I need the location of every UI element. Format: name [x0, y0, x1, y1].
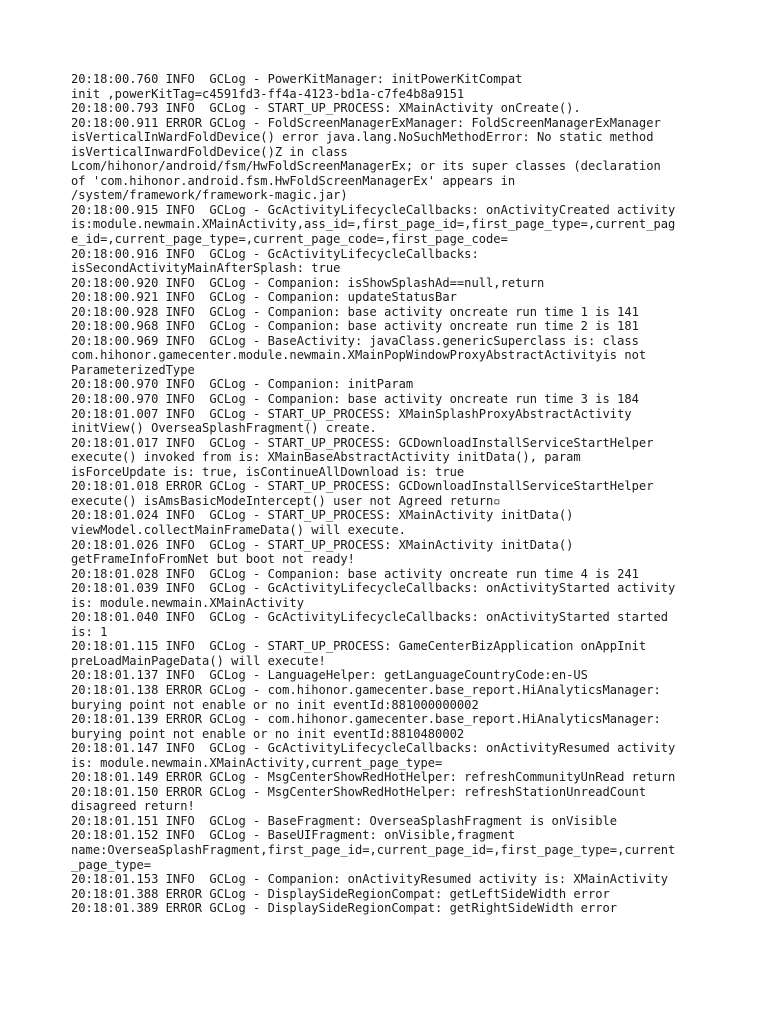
log-entry: 20:18:01.007 INFO GCLog - START_UP_PROCESS: XMainSplashProxyAbstractActivity initView() OverseaSplashFragment() create. — [71, 406, 632, 436]
log-entry: 20:18:01.149 ERROR GCLog - MsgCenterShowRedHotHelper: refreshCommunityUnRead return — [71, 770, 676, 785]
log-entry: 20:18:01.137 INFO GCLog - LanguageHelper: getLanguageCountryCode:en-US — [71, 668, 588, 683]
log-entry: 20:18:01.039 INFO GCLog - GcActivityLifecycleCallbacks: onActivityStarted activity is: module.newmain.XMainActivity — [71, 581, 676, 610]
log-entry: 20:18:00.968 INFO GCLog - Companion: base activity oncreate run time 2 is 181 — [71, 319, 639, 334]
log-entry: 20:18:01.147 INFO GCLog - GcActivityLifecycleCallbacks: onActivityResumed activity is: module.newmain.XMainActivity,current_page_type= — [71, 741, 676, 770]
log-entry: 20:18:01.024 INFO GCLog - START_UP_PROCESS: XMainActivity initData() viewModel.collectMainFrameData() will execute. — [71, 508, 574, 537]
log-entry: 20:18:00.969 INFO GCLog - BaseActivity: javaClass.genericSuperclass is: class com.hihonor.gamecenter.module.newmain.XMainPopWindowProxyAbstractActivityis not ParameterizedType — [71, 333, 647, 377]
log-entry: 20:18:00.928 INFO GCLog - Companion: base activity oncreate run time 1 is 141 — [71, 304, 639, 319]
log-entry: 20:18:01.115 INFO GCLog - START_UP_PROCESS: GameCenterBizApplication onAppInit preLoadMainPageData() will execute! — [71, 639, 647, 668]
log-entry: 20:18:00.970 INFO GCLog - Companion: base activity oncreate run time 3 is 184 — [71, 392, 639, 407]
log-document — [71, 72, 701, 916]
log-entry: 20:18:01.389 ERROR GCLog - DisplaySideRegionCompat: getRightSideWidth error — [71, 901, 618, 916]
log-entry: 20:18:01.017 INFO GCLog - START_UP_PROCESS: GCDownloadInstallServiceStartHelper execute() invoked from is: XMainBaseAbstractActivity initData(), param isForceUpdate is: true, isContinueAllDownload is: true — [71, 435, 654, 479]
log-entry: 20:18:00.915 INFO GCLog - GcActivityLifecycleCallbacks: onActivityCreated activity is:module.newmain.XMainActivity,ass_id=,first_page_id=,first_page_type=,current_pag e_id=,current_page_type=,current_page_code=,first_page_code= — [71, 202, 676, 247]
log-entry: 20:18:01.018 ERROR GCLog - START_UP_PROCESS: GCDownloadInstallServiceStartHelper execute() isAmsBasicModeIntercept() user not Agreed return▫ — [71, 479, 654, 508]
log-entry: 20:18:01.152 INFO GCLog - BaseUIFragment: onVisible,fragment name:OverseaSplashFragment,first_page_id=,current_page_id=,first_page_type=,current _page_type= — [71, 828, 676, 872]
log-entry: 20:18:00.793 INFO GCLog - START_UP_PROCESS: XMainActivity onCreate(). — [71, 101, 581, 116]
log-entry: 20:18:01.138 ERROR GCLog - com.hihonor.gamecenter.base_report.HiAnalyticsManager: burying point not enable or no init eventId:881000000002 — [71, 682, 661, 712]
log-entry: 20:18:01.026 INFO GCLog - START_UP_PROCESS: XMainActivity initData() getFrameInfoFromNet but boot not ready! — [71, 537, 574, 567]
log-entry: 20:18:01.150 ERROR GCLog - MsgCenterShowRedHotHelper: refreshStationUnreadCount disagreed return! — [71, 784, 647, 814]
log-entry: 20:18:01.139 ERROR GCLog - com.hihonor.gamecenter.base_report.HiAnalyticsManager: burying point not enable or no init eventId:8810480002 — [71, 712, 661, 741]
log-entry: 20:18:01.151 INFO GCLog - BaseFragment: OverseaSplashFragment is onVisible — [71, 813, 618, 828]
log-entry: 20:18:01.040 INFO GCLog - GcActivityLifecycleCallbacks: onActivityStarted started is: 1 — [71, 610, 669, 639]
log-entry: 20:18:01.153 INFO GCLog - Companion: onActivityResumed activity is: XMainActivity — [71, 872, 669, 887]
log-entry: 20:18:00.921 INFO GCLog - Companion: updateStatusBar — [71, 290, 457, 305]
log-entry: 20:18:00.920 INFO GCLog - Companion: isShowSplashAd==null,return — [71, 275, 545, 290]
log-entry: 20:18:00.911 ERROR GCLog - FoldScreenManagerExManager: FoldScreenManagerExManager isVerticalInWardFoldDevice() error java.lang.NoSuchMethodError: No static method isVerticalInwardFoldDevice()Z in class Lcom/hihonor/android/fsm/HwFoldScreenManagerEx; or its super classes (declaration of 'com.hihonor.android.fsm.HwFoldScreenManagerEx' appears in /system/framework/framework-magic.jar) — [71, 115, 661, 203]
log-entry: 20:18:00.760 INFO GCLog - PowerKitManager: initPowerKitCompat init ,powerKitTag=c4591fd3-ff4a-4123-bd1a-c7fe4b8a9151 — [71, 72, 523, 101]
log-entry: 20:18:01.028 INFO GCLog - Companion: base activity oncreate run time 4 is 241 — [71, 566, 639, 581]
log-entry: 20:18:01.388 ERROR GCLog - DisplaySideRegionCompat: getLeftSideWidth error — [71, 886, 610, 901]
log-entry: 20:18:00.970 INFO GCLog - Companion: initParam — [71, 377, 414, 392]
log-entry: 20:18:00.916 INFO GCLog - GcActivityLifecycleCallbacks: isSecondActivityMainAfterSplash: true — [71, 246, 479, 276]
